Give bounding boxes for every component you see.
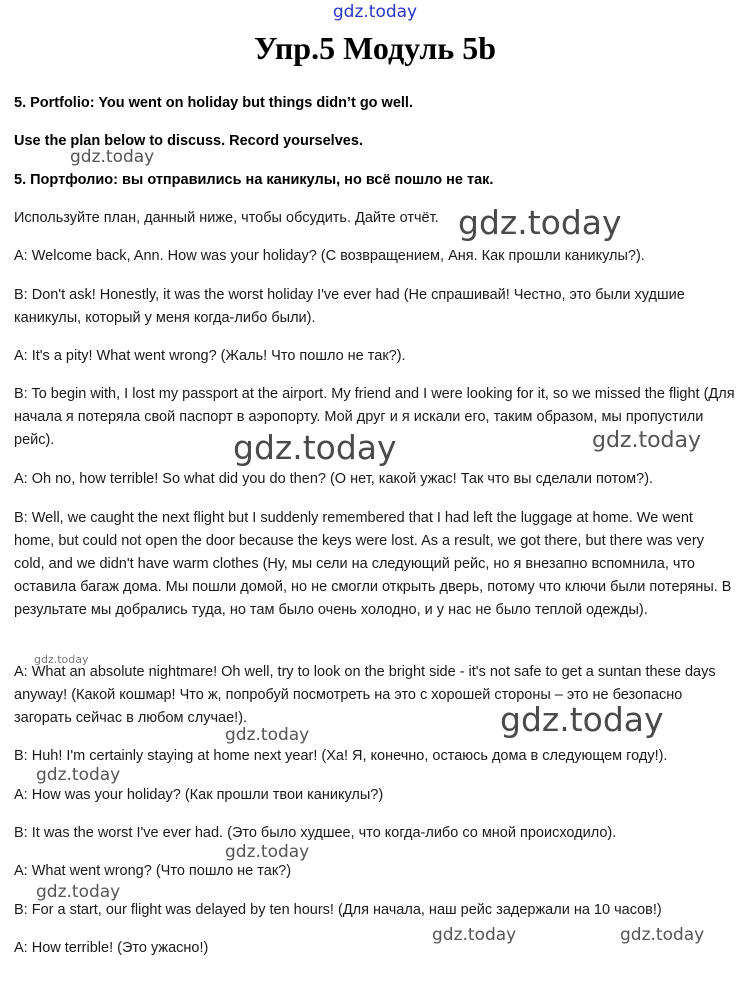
dialogue-line: A: It's a pity! What went wrong? (Жаль! Что пошло не так?). [14, 348, 406, 364]
site-link[interactable]: gdz.today [332, 2, 418, 22]
watermark: gdz.today [225, 842, 310, 862]
dialogue-line: B: For a start, our flight was delayed by ten hours! (Для начала, наш рейс задержали на 10 часов!) [14, 902, 662, 918]
watermark: gdz.today [225, 725, 310, 745]
watermark: gdz.today [458, 203, 622, 242]
dialogue-line: B: Don't ask! Honestly, it was the worst holiday I've ever had (Не спрашивай! Честно, это были худшие каникулы, который у меня когда-либо были). [14, 287, 685, 326]
heading-ru: 5. Портфолио: вы отправились на каникулы, но всё пошло не так. [14, 172, 494, 188]
dialogue-line: B: To begin with, I lost my passport at the airport. My friend and I were looking for it, so we missed the flight (Для начала я потеряла свой паспорт в аэропорту. Мой друг и я искали его, таким образом, мы пропустили рейс). [14, 386, 735, 448]
dialogue-line: B: Huh! I'm certainly staying at home next year! (Ха! Я, конечно, остаюсь дома в следующем году!). [14, 748, 668, 764]
watermark: gdz.today [36, 765, 121, 785]
page-title: Упр.5 Модуль 5b [253, 30, 496, 66]
heading-en-1: 5. Portfolio: You went on holiday but things didn’t go well. [14, 95, 413, 111]
watermark: gdz.today [432, 925, 517, 945]
watermark: gdz.today [592, 428, 702, 453]
dialogue-line: A: Welcome back, Ann. How was your holiday? (С возвращением, Аня. Как прошли каникулы?). [14, 248, 645, 264]
watermark: gdz.today [500, 700, 664, 739]
dialogue-line: A: How terrible! (Это ужасно!) [14, 940, 209, 956]
watermark: gdz.today [34, 653, 89, 666]
heading-en-2: Use the plan below to discuss. Record yourselves. [14, 133, 363, 149]
dialogue-line: A: What went wrong? (Что пошло не так?) [14, 863, 292, 879]
dialogue-line: A: What an absolute nightmare! Oh well, try to look on the bright side - it's not safe to get a suntan these days anyway! (Какой кошмар! Что ж, попробуй посмотреть на это с хорошей стороны – это не безопасно загорать сейчас в любом случае!). [14, 664, 716, 726]
watermark: gdz.today [620, 925, 705, 945]
dialogue-line: A: Oh no, how terrible! So what did you do then? (О нет, какой ужас! Так что вы сделали потом?). [14, 471, 654, 487]
dialogue-line: B: Well, we caught the next flight but I suddenly remembered that I had left the luggage at home. We went home, but could not open the door because the keys were lost. As a result, we got there, but there was very cold, and we didn't have warm clothes (Ну, мы сели на следующий рейс, но я внезапно вспомнила, что оставила багаж дома. Мы пошли домой, но не смогли открыть дверь, потому что ключи были потеряны. В результате мы добрались туда, но там было очень холодно, и у нас не было теплой одежды). [14, 510, 732, 618]
dialogue-line: A: How was your holiday? (Как прошли твои каникулы?) [14, 787, 384, 803]
watermark: gdz.today [233, 428, 397, 467]
dialogue-line: B: It was the worst I've ever had. (Это было худшее, что когда-либо со мной происходило). [14, 825, 617, 841]
watermark: gdz.today [36, 882, 121, 902]
instruction-ru: Используйте план, данный ниже, чтобы обсудить. Дайте отчёт. [14, 210, 439, 226]
watermark: gdz.today [70, 147, 155, 167]
